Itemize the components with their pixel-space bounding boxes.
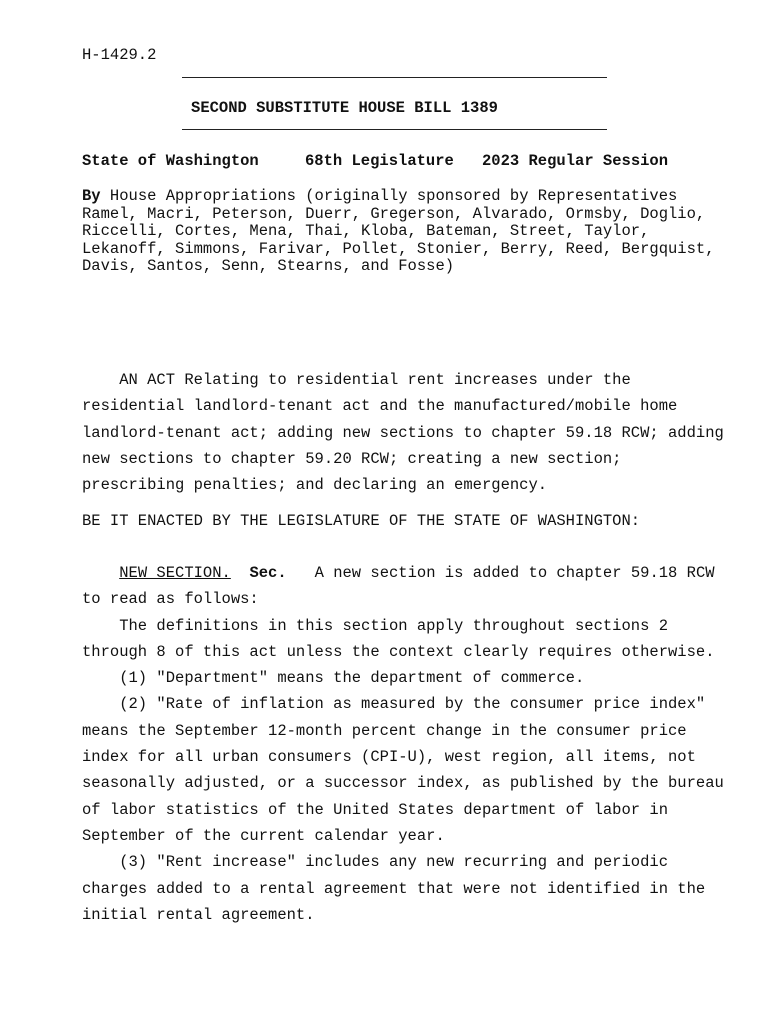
new-section-label: NEW SECTION. <box>119 564 231 582</box>
section-line: index for all urban consumers (CPI-U), west region, all items, not <box>82 748 696 766</box>
session-label: 2023 Regular Session <box>482 152 669 170</box>
sponsors-line: Davis, Santos, Senn, Stearns, and Fosse) <box>82 257 455 275</box>
document-code: H-1429.2 <box>82 46 157 64</box>
title-top-rule <box>182 77 607 78</box>
section-line: means the September 12-month percent change in the consumer price <box>82 722 687 740</box>
act-line: new sections to chapter 59.20 RCW; creating a new section; <box>82 450 622 468</box>
sponsors-line: Lekanoff, Simmons, Farivar, Pollet, Stonier, Berry, Reed, Bergquist, <box>82 240 715 258</box>
act-line: AN ACT Relating to residential rent increases under the <box>82 371 631 389</box>
sponsors-line: Ramel, Macri, Peterson, Duerr, Gregerson, Alvarado, Ormsby, Doglio, <box>82 205 706 223</box>
enacting-clause: BE IT ENACTED BY THE LEGISLATURE OF THE STATE OF WASHINGTON: <box>82 512 641 530</box>
title-bottom-rule <box>182 129 607 130</box>
section-line: initial rental agreement. <box>82 906 315 924</box>
legislature-label: 68th Legislature <box>305 152 454 170</box>
act-line: prescribing penalties; and declaring an emergency. <box>82 476 548 494</box>
section-heading: NEW SECTION. Sec. A new section is added to chapter 59.18 RCW <box>119 564 715 582</box>
sponsors-line: Riccelli, Cortes, Mena, Thai, Kloba, Bateman, Street, Taylor, <box>82 222 650 240</box>
section-line: of labor statistics of the United States department of labor in <box>82 801 668 819</box>
session-info <box>82 152 259 170</box>
state-name: State of Washington <box>82 152 259 170</box>
sec-label: Sec. <box>249 564 287 582</box>
section-line: The definitions in this section apply throughout sections 2 <box>82 617 668 635</box>
act-line: landlord-tenant act; adding new sections to chapter 59.18 RCW; adding <box>82 424 724 442</box>
sponsors-line: By House Appropriations (originally sponsored by Representatives <box>82 187 678 205</box>
bill-title: SECOND SUBSTITUTE HOUSE BILL 1389 <box>191 99 498 117</box>
section-line: (3) "Rent increase" includes any new recurring and periodic <box>82 853 668 871</box>
act-line: residential landlord-tenant act and the manufactured/mobile home <box>82 397 678 415</box>
section-line: (2) "Rate of inflation as measured by the consumer price index" <box>82 695 706 713</box>
by-label: By <box>82 187 101 205</box>
section-line: charges added to a rental agreement that were not identified in the <box>82 880 706 898</box>
section-line: to read as follows: <box>82 590 259 608</box>
section-line: seasonally adjusted, or a successor index, as published by the bureau <box>82 774 724 792</box>
section-line: through 8 of this act unless the context clearly requires otherwise. <box>82 643 715 661</box>
section-line: September of the current calendar year. <box>82 827 445 845</box>
section-line: (1) "Department" means the department of commerce. <box>82 669 585 687</box>
